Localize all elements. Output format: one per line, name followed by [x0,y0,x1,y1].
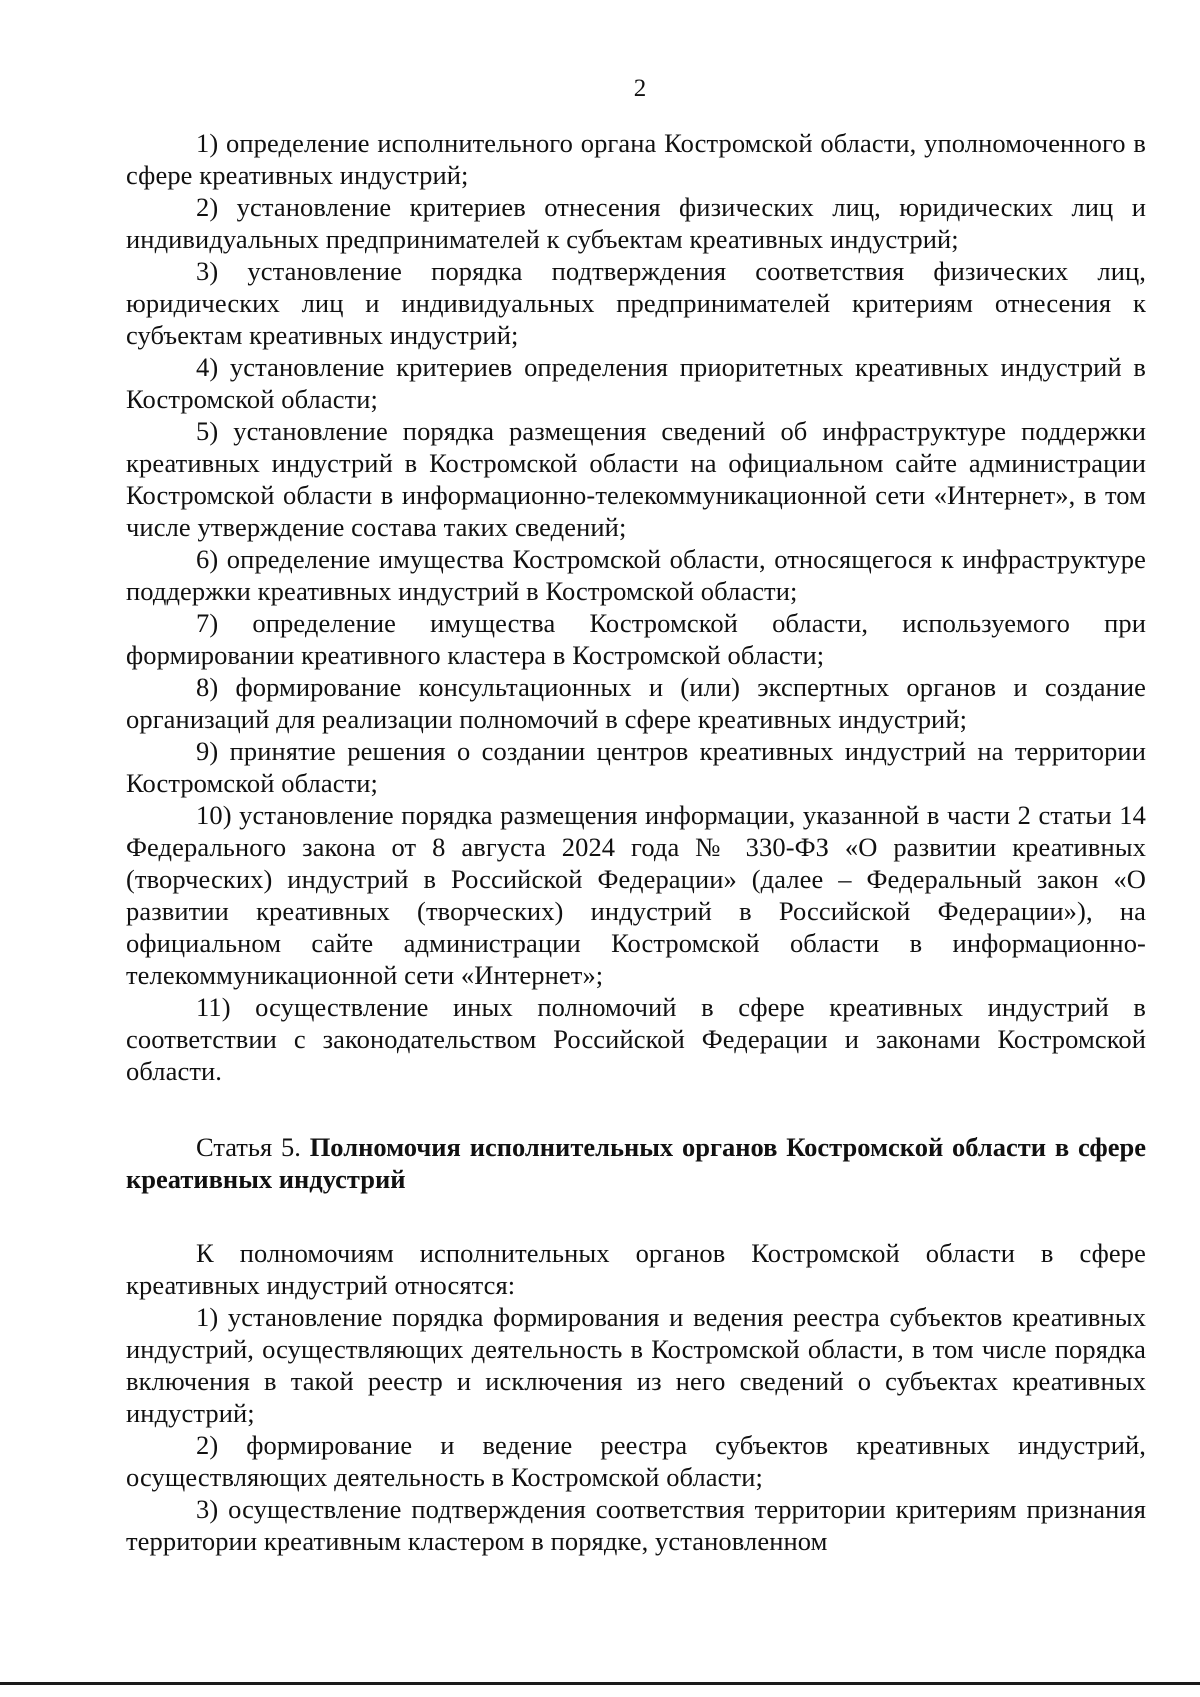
list-item: 11) осуществление иных полномочий в сфере креативных индустрий в соответствии с законодательством Российской Федерации и законами Костромской области. [126,992,1146,1086]
article-title: Полномочия исполнительных органов Костромской области в сфере креативных индустрий [126,1132,1147,1194]
list-item: 4) установление критериев определения приоритетных креативных индустрий в Костромской области; [126,352,1146,414]
list-item: 9) принятие решения о создании центров креативных индустрий на территории Костромской области; [126,736,1146,798]
list-item: 5) установление порядка размещения сведений об инфраструктуре поддержки креативных индустрий в Костромской области на официальном сайте администрации Костромской области в информационно-телекоммуникационной сети «Интернет», в том числе утверждение состава таких сведений; [126,416,1146,542]
article-heading [126,1131,1146,1195]
document-body [126,127,1146,1557]
list-item: 8) формирование консультационных и (или) экспертных органов и создание организаций для реализации полномочий в сфере креативных индустрий; [126,672,1146,734]
page-number: 2 [633,75,647,102]
list-item: 7) определение имущества Костромской области, используемого при формировании креативного кластера в Костромской области; [126,608,1146,670]
article-intro: К полномочиям исполнительных органов Костромской области в сфере креативных индустрий относятся: [126,1238,1146,1300]
powers-list-executive [126,1301,1146,1557]
list-item: 1) установление порядка формирования и ведения реестра субъектов креативных индустрий, осуществляющих деятельность в Костромской области, в том числе порядка включения в такой реестр и исключения из него сведений о субъектах креативных индустрий; [126,1302,1146,1428]
list-item: 1) определение исполнительного органа Костромской области, уполномоченного в сфере креативных индустрий; [126,128,1146,190]
page-bottom-border [0,1682,1200,1685]
powers-list-regional [126,127,1146,1087]
list-item: 6) определение имущества Костромской области, относящегося к инфраструктуре поддержки креативных индустрий в Костромской области; [126,544,1146,606]
list-item: 2) формирование и ведение реестра субъектов креативных индустрий, осуществляющих деятельность в Костромской области; [126,1430,1146,1492]
list-item: 2) установление критериев отнесения физических лиц, юридических лиц и индивидуальных предпринимателей к субъектам креативных индустрий; [126,192,1146,254]
article-number: Статья 5. [196,1132,301,1162]
list-item: 10) установление порядка размещения информации, указанной в части 2 статьи 14 Федерального закона от 8 августа 2024 года № 330-ФЗ «О развитии креативных (творческих) индустрий в Российской Федерации» (далее – Федеральный закон «О развитии креативных (творческих) индустрий в Российской Федерации»), на официальном сайте администрации Костромской области в информационно-телекоммуникационной сети «Интернет»; [126,800,1146,990]
list-item: 3) установление порядка подтверждения соответствия физических лиц, юридических лиц и индивидуальных предпринимателей критериям отнесения к субъектам креативных индустрий; [126,256,1146,350]
list-item: 3) осуществление подтверждения соответствия территории критериям признания территории креативным кластером в порядке, установленном [126,1494,1146,1556]
